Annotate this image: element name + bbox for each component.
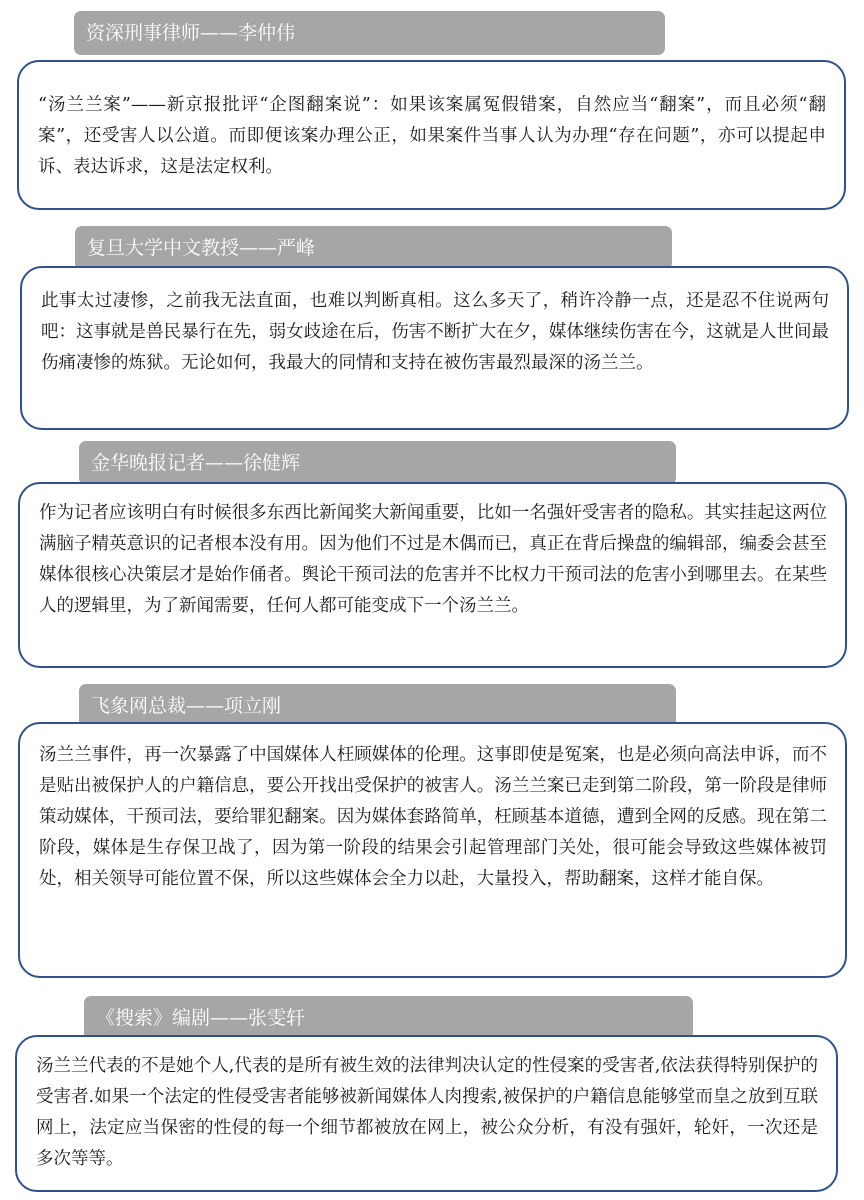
- quote-box: “汤兰兰案”——新京报批评“企图翻案说”：如果该案属冤假错案，自然应当“翻案”，而且必须“翻案”，还受害人以公道。而即便该案办理公正，如果案件当事人认为办理“存在问题”，亦可以提起申诉、表达诉求，这是法定权利。: [17, 60, 846, 210]
- speaker-tag: 资深刑事律师——李仲伟: [74, 11, 665, 55]
- quote-box: 此事太过凄惨，之前我无法直面，也难以判断真相。这么多天了，稍许冷静一点，还是忍不住说两句吧：这事就是兽民暴行在先，弱女歧途在后，伤害不断扩大在夕，媒体继续伤害在今，这就是人世间最伤痛凄惨的炼狱。无论如何，我最大的同情和支持在被伤害最烈最深的汤兰兰。: [20, 266, 849, 430]
- quote-box: 作为记者应该明白有时候很多东西比新闻奖大新闻重要，比如一名强奸受害者的隐私。其实挂起这两位满脑子精英意识的记者根本没有用。因为他们不过是木偶而已，真正在背后操盘的编辑部，编委会甚至媒体很核心决策层才是始作俑者。舆论干预司法的危害并不比权力干预司法的危害小到哪里去。在某些人的逻辑里，为了新闻需要，任何人都可能变成下一个汤兰兰。: [18, 482, 847, 668]
- speaker-tag: 飞象网总裁——项立刚: [79, 684, 676, 728]
- quote-box: 汤兰兰事件，再一次暴露了中国媒体人枉顾媒体的伦理。这事即使是冤案，也是必须向高法申诉，而不是贴出被保护人的户籍信息，要公开找出受保护的被害人。汤兰兰案已走到第二阶段，第一阶段是律师策动媒体，干预司法，要给罪犯翻案。因为媒体套路简单，枉顾基本道德，遭到全网的反感。现在第二阶段，媒体是生存保卫战了，因为第一阶段的结果会引起管理部门关处，很可能会导致这些媒体被罚处，相关领导可能位置不保，所以这些媒体会全力以赴，大量投入，帮助翻案，这样才能自保。: [18, 722, 847, 978]
- speaker-tag: 复旦大学中文教授——严峰: [75, 226, 672, 270]
- speaker-tag: 《搜索》编剧——张雯轩: [84, 996, 693, 1040]
- speaker-tag: 金华晚报记者——徐健辉: [79, 441, 676, 485]
- quote-box: 汤兰兰代表的不是她个人,代表的是所有被生效的法律判决认定的性侵案的受害者,依法获得特别保护的受害者.如果一个法定的性侵受害者能够被新闻媒体人肉搜索,被保护的户籍信息能够堂而皇之放到互联网上，法定应当保密的性侵的每一个细节都被放在网上，被公众分析，有没有强奸，轮奸，一次还是多次等等。: [15, 1035, 838, 1192]
